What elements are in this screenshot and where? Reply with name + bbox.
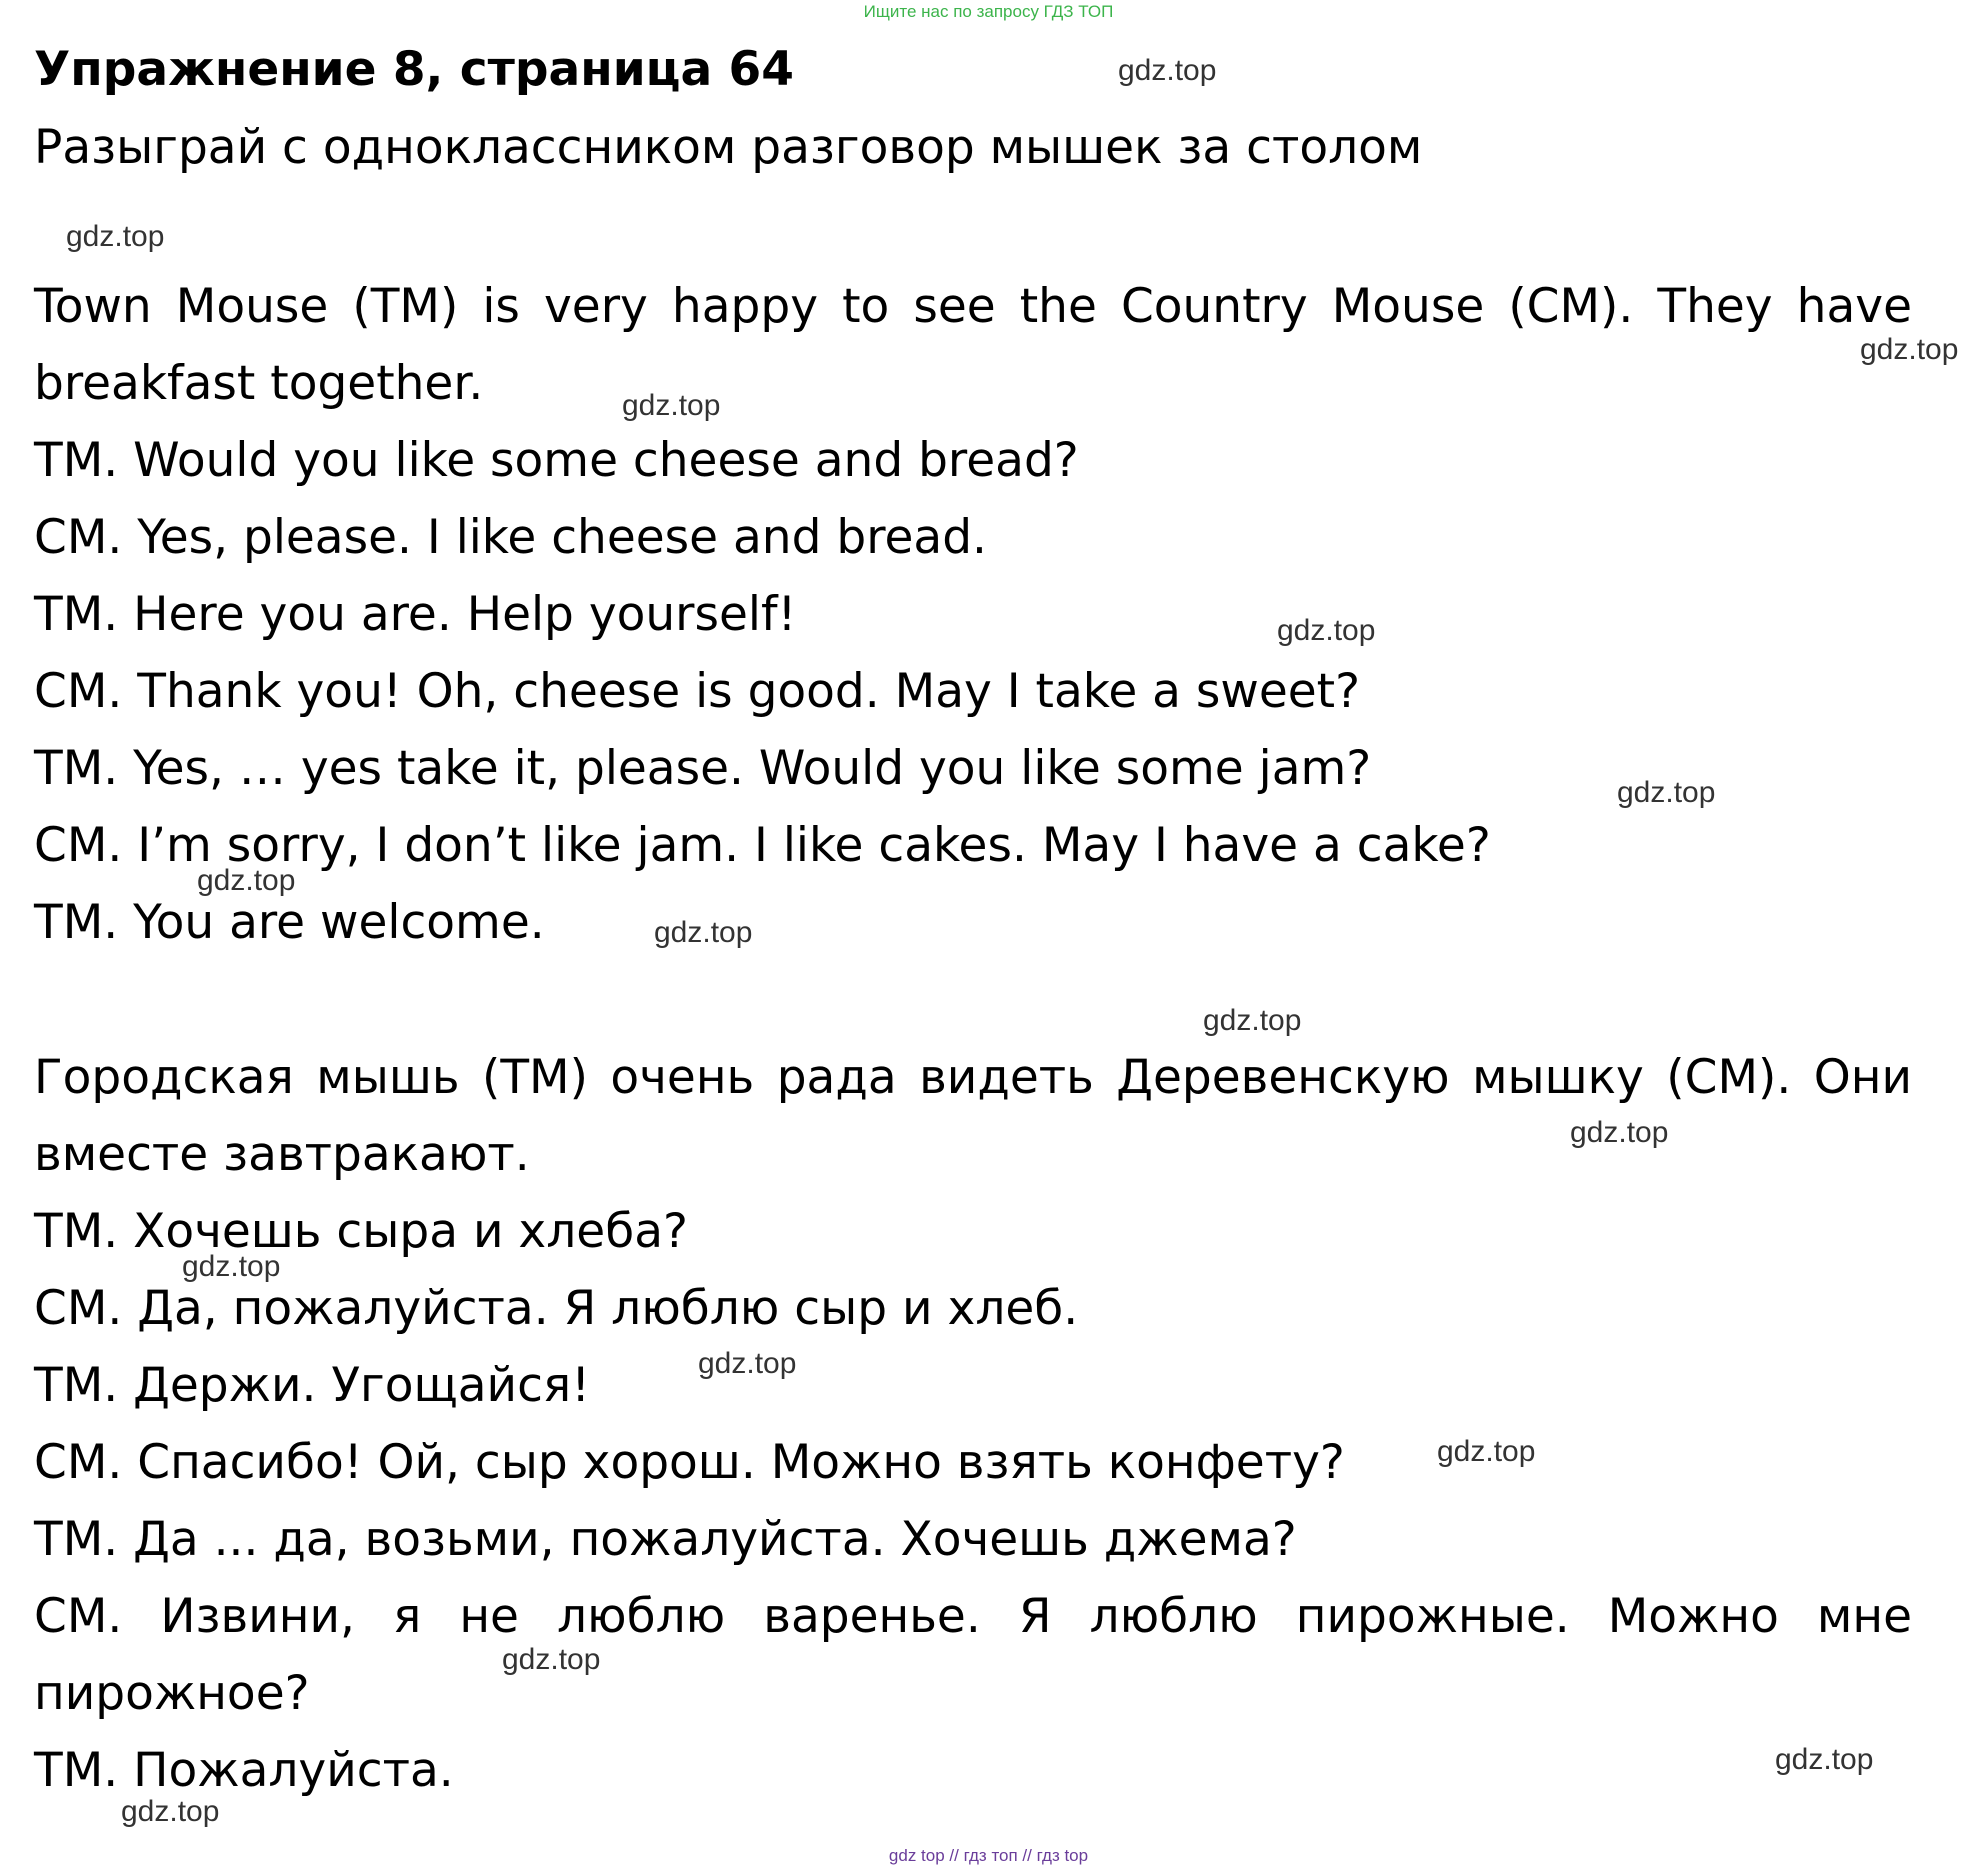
watermark: gdz.top <box>698 1347 797 1380</box>
english-intro: Town Mouse (TM) is very happy to see the Country Mouse (CM). They have breakfast together. <box>34 279 1912 411</box>
russian-line-1: ТМ. Хочешь сыра и хлеба? <box>34 1204 688 1259</box>
english-dialogue <box>34 268 1912 961</box>
english-line-3: TM. Here you are. Help yourself! <box>34 587 797 642</box>
english-line-2: CM. Yes, please. I like cheese and bread. <box>34 510 987 565</box>
watermark: gdz.top <box>121 1795 220 1828</box>
watermark: gdz.top <box>654 916 753 949</box>
english-line-1: TM. Would you like some cheese and bread? <box>34 433 1079 488</box>
watermark: gdz.top <box>1118 54 1217 87</box>
watermark: gdz.top <box>1617 776 1716 809</box>
page-title: Упражнение 8, страница 64 <box>34 42 794 97</box>
russian-line-6: СМ. Извини, я не люблю варенье. Я люблю пирожные. Можно мне пирожное? <box>34 1589 1912 1721</box>
russian-line-5: ТМ. Да ... да, возьми, пожалуйста. Хочешь джема? <box>34 1512 1297 1567</box>
russian-line-3: ТМ. Держи. Угощайся! <box>34 1358 591 1413</box>
watermark: gdz.top <box>182 1250 281 1283</box>
watermark: gdz.top <box>66 220 165 253</box>
english-line-7: TM. You are welcome. <box>34 895 545 950</box>
russian-line-4: СМ. Спасибо! Ой, сыр хорош. Можно взять конфету? <box>34 1435 1345 1490</box>
russian-dialogue <box>34 1039 1912 1809</box>
bottom-banner: gdz top // гдз топ // гдз top <box>888 1846 1089 1865</box>
english-line-6: CM. I’m sorry, I don’t like jam. I like cakes. May I have a cake? <box>34 818 1491 873</box>
task-instruction: Разыграй с одноклассником разговор мышек за столом <box>34 120 1423 175</box>
watermark: gdz.top <box>1860 333 1959 366</box>
watermark: gdz.top <box>622 389 721 422</box>
watermark: gdz.top <box>1277 614 1376 647</box>
russian-line-7: ТМ. Пожалуйста. <box>34 1743 454 1798</box>
watermark: gdz.top <box>1437 1435 1536 1468</box>
top-banner: Ищите нас по запросу ГДЗ ТОП <box>863 2 1114 21</box>
russian-line-2: СМ. Да, пожалуйста. Я люблю сыр и хлеб. <box>34 1281 1079 1336</box>
russian-intro: Городская мышь (ТМ) очень рада видеть Деревенскую мышку (СМ). Они вместе завтракают. <box>34 1050 1912 1182</box>
watermark: gdz.top <box>1203 1004 1302 1037</box>
english-line-5: TM. Yes, … yes take it, please. Would you like some jam? <box>34 741 1372 796</box>
watermark: gdz.top <box>197 864 296 897</box>
english-line-4: CM. Thank you! Oh, cheese is good. May I take a sweet? <box>34 664 1361 719</box>
watermark: gdz.top <box>502 1643 601 1676</box>
watermark: gdz.top <box>1775 1743 1874 1776</box>
watermark: gdz.top <box>1570 1116 1669 1149</box>
